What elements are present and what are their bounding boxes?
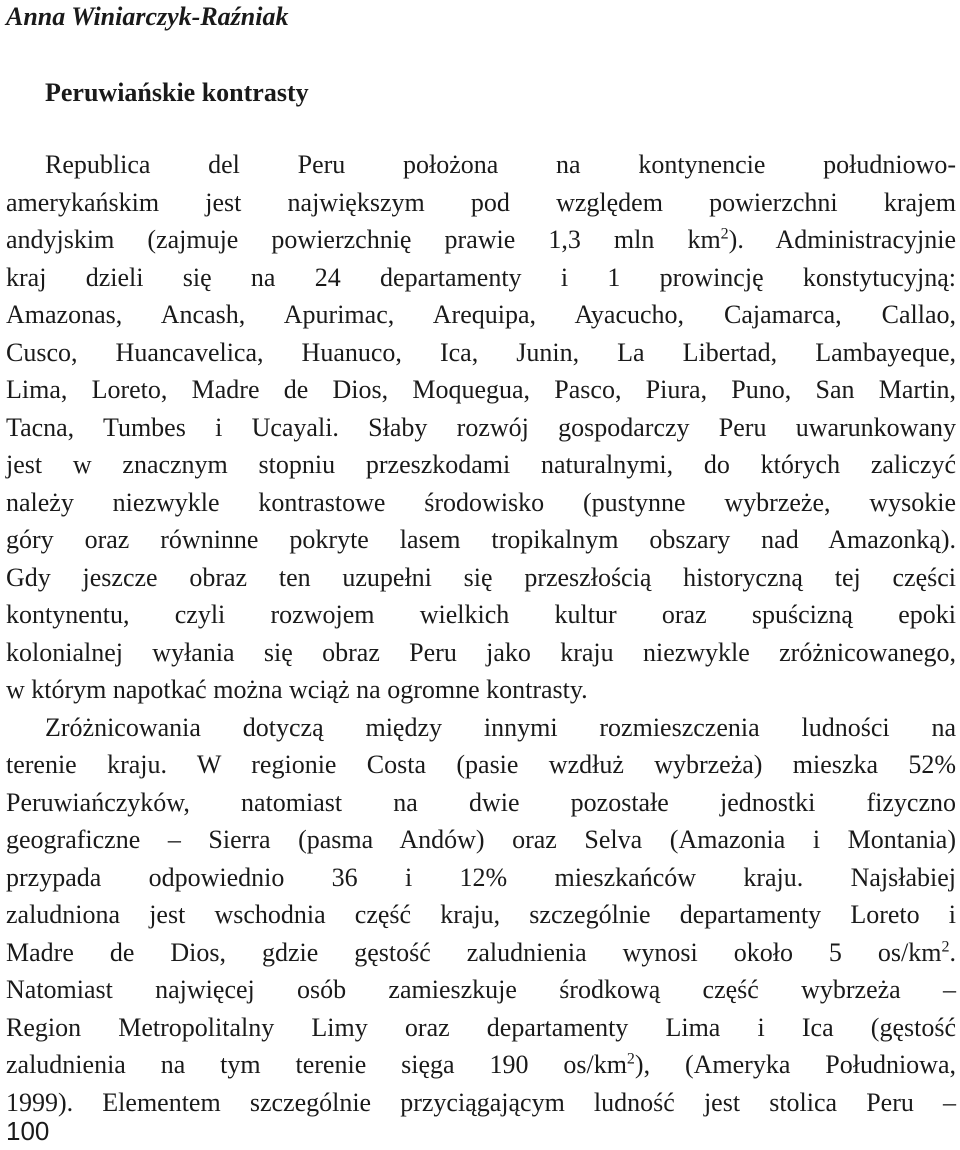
text-line-content: kontynentu, czyli rozwojem wielkich kultur oraz spuścizną epoki <box>6 600 956 629</box>
text-line <box>6 409 956 447</box>
text-line-content: Gdy jeszcze obraz ten uzupełni się przeszłością historyczną tej części <box>6 562 956 592</box>
text-line-content: jest w znacznym stopniu przeszkodami naturalnymi, do których zaliczyć <box>6 450 956 479</box>
text-line <box>6 184 956 222</box>
text-line <box>6 709 956 747</box>
text-line-content: góry oraz równinne pokryte lasem tropikalnym obszary nad Amazonką). <box>6 525 956 554</box>
text-line <box>6 484 956 522</box>
text-line-content: Zróżnicowania dotyczą między innymi rozmieszczenia ludności na <box>45 712 956 742</box>
text-line <box>6 259 956 297</box>
text-line-content: 1999). Elementem szczególnie przyciągającym ludność jest stolica Peru – <box>6 1087 956 1117</box>
superscript: 2 <box>720 225 729 243</box>
text-line <box>6 746 956 784</box>
text-line <box>6 221 956 259</box>
text-line-content: andyjskim (zajmuje powierzchnię prawie 1,3 mln km <box>6 225 721 254</box>
text-line <box>6 596 956 634</box>
text-line-content: kraj dzieli się na 24 departamenty i 1 prowincję konstytucyjną: <box>6 262 956 292</box>
article-title: Peruwiańskie kontrasty <box>45 78 309 107</box>
text-line-continuation: ), (Ameryka Południowa, <box>634 1050 956 1079</box>
text-line-content: Republica del Peru położona na kontynencie południowo- <box>45 150 956 179</box>
text-line-content: Peruwiańczyków, natomiast na dwie pozostałe jednostki fizyczno <box>6 787 956 817</box>
text-line-content: terenie kraju. W regionie Costa (pasie wzdłuż wybrzeża) mieszka 52% <box>6 750 956 779</box>
text-line <box>6 821 956 859</box>
text-line <box>6 634 956 672</box>
text-line <box>6 784 956 822</box>
text-line-content: w którym napotkać można wciąż na ogromne kontrasty. <box>6 675 588 704</box>
text-line <box>6 334 956 372</box>
text-line-continuation: ). Administracyjnie <box>728 225 956 254</box>
text-line <box>6 859 956 897</box>
text-line <box>6 521 956 559</box>
text-line <box>6 1009 956 1047</box>
text-line <box>6 896 956 934</box>
text-line <box>6 446 956 484</box>
text-line-content: Region Metropolitalny Limy oraz departamenty Lima i Ica (gęstość <box>6 1012 956 1042</box>
text-line <box>6 934 956 972</box>
page-number: 100 <box>6 1116 50 1146</box>
text-line <box>6 971 956 1009</box>
text-line <box>6 146 956 184</box>
text-line-content: Tacna, Tumbes i Ucayali. Słaby rozwój gospodarczy Peru uwarunkowany <box>6 412 956 442</box>
text-line <box>6 671 956 709</box>
text-line-content: Amazonas, Ancash, Apurimac, Arequipa, Ayacucho, Cajamarca, Callao, <box>6 300 956 329</box>
text-line-content: geograficzne – Sierra (pasma Andów) oraz Selva (Amazonia i Montania) <box>6 825 956 854</box>
text-line-content: zaludnienia na tym terenie sięga 190 os/km <box>6 1050 627 1079</box>
text-line-content: przypada odpowiednio 36 i 12% mieszkańców kraju. Najsłabiej <box>6 862 956 892</box>
superscript: 2 <box>626 1050 635 1068</box>
text-line-content: kolonialnej wyłania się obraz Peru jako kraju niezwykle zróżnicowanego, <box>6 637 956 667</box>
text-line-content: Madre de Dios, gdzie gęstość zaludnienia wynosi około 5 os/km <box>6 937 942 967</box>
body-text <box>6 146 956 1121</box>
superscript: 2 <box>941 937 950 955</box>
text-line-content: zaludniona jest wschodnia część kraju, szczególnie departamenty Loreto i <box>6 900 956 929</box>
text-line <box>6 1046 956 1084</box>
text-line <box>6 296 956 334</box>
author-name: Anna Winiarczyk-Raźniak <box>6 2 289 31</box>
text-line-content: Lima, Loreto, Madre de Dios, Moquegua, Pasco, Piura, Puno, San Martin, <box>6 375 956 404</box>
text-line-content: należy niezwykle kontrastowe środowisko (pustynne wybrzeże, wysokie <box>6 487 956 517</box>
text-line-continuation: . <box>949 937 956 967</box>
text-line <box>6 371 956 409</box>
text-line-content: Natomiast najwięcej osób zamieszkuje środkową część wybrzeża – <box>6 975 956 1004</box>
text-line-content: amerykańskim jest największym pod względem powierzchni krajem <box>6 187 956 217</box>
text-line <box>6 559 956 597</box>
text-line <box>6 1084 956 1122</box>
text-line-content: Cusco, Huancavelica, Huanuco, Ica, Junin, La Libertad, Lambayeque, <box>6 337 956 367</box>
